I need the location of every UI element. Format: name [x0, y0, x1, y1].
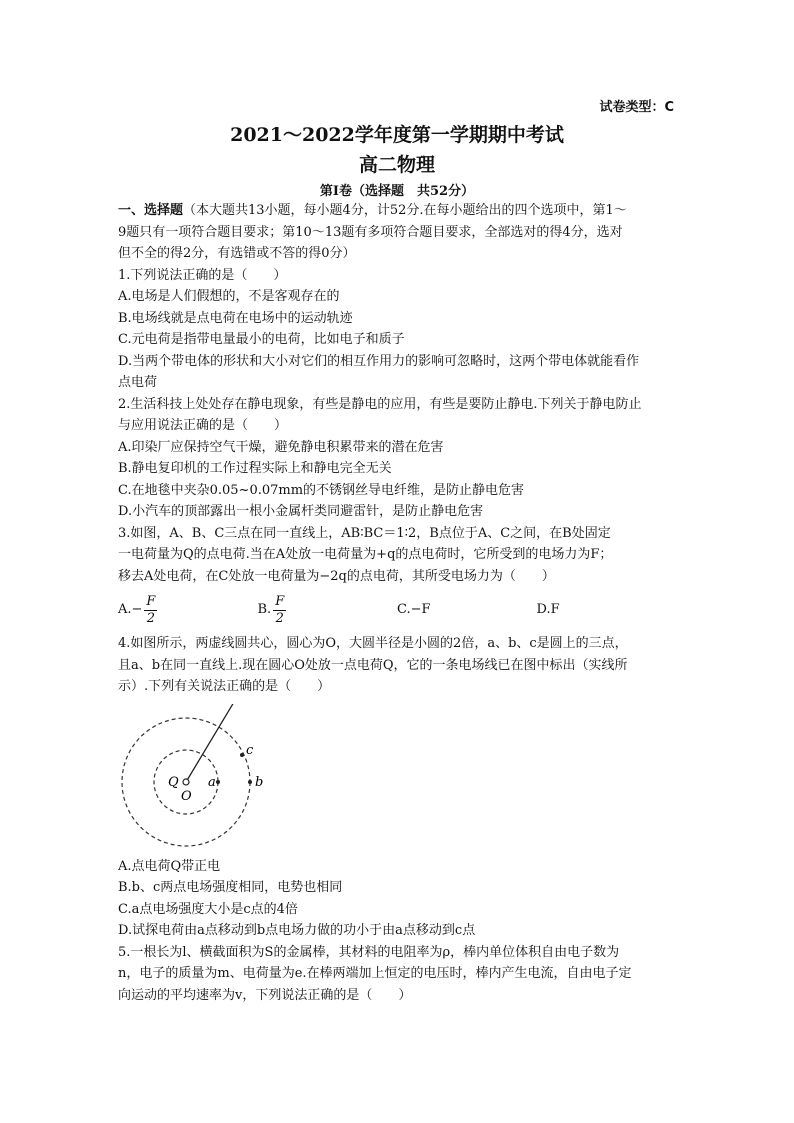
exam-subtitle: 高二物理	[358, 154, 435, 176]
q1-option-c: C.元电荷是指带电量最小的电荷，比如电子和质子	[118, 332, 405, 347]
point-a	[216, 780, 220, 784]
instructions-text-1: （本大题共13小题，每小题4分，计52分.在每小题给出的四个选项中，第1～	[183, 203, 627, 218]
q4-option-d: D.试探电荷由a点移动到b点电场力做的功小于由a点移动到c点	[118, 923, 476, 938]
q3-option-b-numerator: F	[275, 593, 285, 609]
label-c: c	[246, 742, 254, 758]
q3-option-b-prefix: B.	[257, 602, 272, 618]
q2-option-c: C.在地毯中夹杂0.05~0.07mm的不锈钢丝导电纤维，是防止静电危害	[118, 482, 525, 498]
q4-option-a: A.点电荷Q带正电	[118, 858, 221, 874]
q4-figure	[118, 698, 676, 856]
q3-option-a-fraction	[144, 594, 157, 627]
q2-option-a: A.印染厂应保持空气干燥，避免静电积累带来的潜在危害	[118, 439, 444, 455]
q5-stem-line-3: 向运动的平均速率为v，下列说法正确的是（ ）	[118, 987, 412, 1003]
q2-stem-line-1: 2.生活科技上处处存在静电现象，有些是静电的应用，有些是要防止静电.下列关于静电防止	[118, 396, 642, 412]
q3-stem-line-3: 移去A处电荷，在C处放一电荷量为−2q的点电荷，其所受电场力为（ ）	[118, 568, 555, 584]
point-c	[240, 753, 244, 757]
q3-stem-line-2: 一电荷量为Q的点电荷.当在A处放一电荷量为+q的点电荷时，它所受到的电场力为F；	[118, 547, 613, 562]
q3-stem-line-1: 3.如图，A、B、C三点在同一直线上，AB∶BC＝1∶2，B点位于A、C之间，在B处固定	[118, 525, 611, 541]
q1-option-a: A.电场是人们假想的，不是客观存在的	[118, 289, 340, 304]
label-o: O	[181, 788, 192, 804]
q5-stem-line-1: 5.一根长为l、横截面积为S的金属棒，其材料的电阻率为ρ，棒内单位体积自由电子数为	[118, 944, 620, 960]
label-a: a	[208, 774, 216, 790]
electric-field-line	[186, 704, 234, 782]
exam-type-label: 试卷类型：C	[599, 100, 674, 115]
instructions-line-3: 但不全的得2分，有选错或不答的得0分）	[118, 246, 356, 261]
section-title: 第Ⅰ卷（选择题 共52分）	[319, 184, 475, 199]
q4-stem-line-2: 且a、b在同一直线上.现在圆心O处放一点电荷Q，它的一条电场线已在图中标出（实线所	[118, 657, 628, 673]
q3-option-a-prefix: A.−	[118, 602, 143, 618]
q1-option-d-line-1: D.当两个带电体的形状和大小对它们的相互作用力的影响可忽略时，这两个带电体就能看作	[118, 353, 640, 369]
q3-options	[118, 587, 676, 633]
q2-option-d: D.小汽车的顶部露出一根小金属杆类同避雷针，是防止静电危害	[118, 504, 484, 519]
q4-option-c: C.a点电场强度大小是c点的4倍	[118, 901, 298, 917]
q1-stem: 1.下列说法正确的是（ ）	[118, 267, 287, 283]
concentric-circles-diagram	[118, 704, 278, 854]
exam-title: 2021～2022学年度第一学期期中考试	[230, 124, 564, 146]
q3-option-a-denominator: 2	[146, 610, 156, 626]
q4-stem-line-1: 4.如图所示，两虚线圆共心，圆心为O，大圆半径是小圆的2倍，a、b、c是圆上的三点，	[118, 636, 628, 651]
q3-option-b-fraction	[273, 594, 286, 627]
instructions-line-2: 9题只有一项符合题目要求；第10～13题有多项符合题目要求，全部选对的得4分，选对	[118, 224, 623, 240]
q4-option-b: B.b、c两点电场强度相同，电势也相同	[118, 880, 343, 895]
instructions-label: 一、选择题	[118, 203, 184, 218]
q2-stem-line-2: 与应用说法正确的是（ ）	[118, 418, 288, 433]
q1-option-b: B.电场线就是点电荷在电场中的运动轨迹	[118, 310, 353, 326]
question-content	[118, 200, 676, 1006]
center-point-o	[183, 779, 189, 785]
point-b	[248, 780, 252, 784]
q5-stem-line-2: n，电子的质量为m、电荷量为e.在棒两端加上恒定的电压时，棒内产生电流，自由电子定	[118, 966, 632, 981]
label-q: Q	[168, 774, 179, 790]
q3-option-b	[258, 594, 398, 627]
label-b: b	[255, 774, 264, 790]
q2-option-b: B.静电复印机的工作过程实际上和静电完全无关	[118, 461, 392, 476]
q4-stem-line-3: 示）.下列有关说法正确的是（ ）	[118, 679, 331, 694]
q3-option-a-numerator: F	[146, 593, 156, 609]
q3-option-c: C.−F	[397, 602, 431, 618]
q3-option-a	[118, 594, 258, 627]
q3-option-b-denominator: 2	[275, 610, 284, 626]
instructions-line-1	[118, 200, 676, 222]
q3-option-d: D.F	[536, 602, 560, 618]
q1-option-d-line-2: 点电荷	[118, 375, 158, 390]
